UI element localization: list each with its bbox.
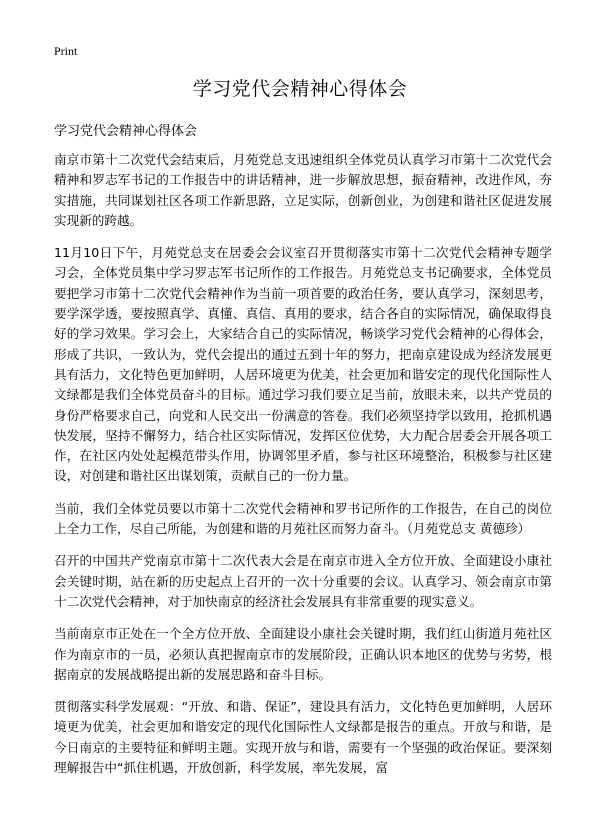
paragraph-2: 11月10日下午，月苑党总支在居委会会议室召开贯彻落实市第十二次党代会精神专题学习会，全体党员集中学习罗志军书记所作的工作报告。月苑党总支书记确要求，全体党员要把学习市第十二次党代会精神作为当前一项首要的政治任务，要认真学习，深刻思考，要学深学透，要按照真学、真懂、真信、真用的要求，结合各自的实际情况，确保取得良好的学习效果。学习会上，大家结合自己的实际情况，畅谈学习党代会精神的心得体会，形成了共识，一致认为，党代会提出的通过五到十年的努力，把南京建设成为经济发展更具有活力，文化特色更加鲜明，人居环境更为优美，社会更加和谐安定的现代化国际性人文绿都是我们全体党员奋斗的目标。通过学习我们要立足当前，放眼未来，以共产党员的身份严格要求自己，向党和人民交出一份满意的答卷。我们必须坚持学以致用，抢抓机遇快发展，坚持不懈努力，结合社区实际情况，发挥区位优势，大力配合居委会开展各项工作，在社区内处处起模范带头作用，协调邻里矛盾，参与社区环境整治，积极参与社区建设，对创建和谐社区出谋划策，贡献自己的一份力量。	[54, 245, 552, 484]
paragraph-5: 当前南京市正处在一个全方位开放、全面建设小康社会关键时期，我们红山街道月苑社区作为南京市的一员，必须认真把握南京市的发展阶段，正确认识本地区的优势与劣势，根据南京的发展战略提出新的发展思路和奋斗目标。	[54, 626, 552, 682]
print-link[interactable]: Print	[54, 44, 78, 58]
page-title: 学习党代会精神心得体会	[192, 78, 408, 100]
article-subtitle: 学习党代会精神心得体会	[54, 124, 198, 139]
paragraph-6: 贯彻落实科学发展观：“开放、和谐、保证”，建设具有活力，文化特色更加鲜明，人居环境更为优美，社会更加和谐安定的现代化国际性人文绿都是报告的重点。开放与和谐，是今日南京的主要特征和鲜明主题。实现开放与和谐，需要有一个坚强的政治保证。要深刻理解报告中“抓住机遇，开放创新，科学发展，率先发展，富	[54, 699, 552, 776]
paragraph-3: 当前，我们全体党员要以市第十二次党代会精神和罗书记所作的工作报告，在自己的岗位上全力工作，尽自己所能，为创建和谐的月苑社区而努力奋斗。（月苑党总支 黄德珍）	[54, 500, 552, 537]
paragraph-1: 南京市第十二次党代会结束后，月苑党总支迅速组织全体党员认真学习市第十二次党代会精神和罗志军书记的工作报告中的讲话精神，进一步解放思想，振奋精神，改进作风，夯实措施，共同谋划社区各项工作新思路，立足实际，创新创业，为创建和谐社区促进发展实现新的跨越。	[54, 152, 552, 228]
paragraph-4: 召开的中国共产党南京市第十二次代表大会是在南京市进入全方位开放、全面建设小康社会关键时期，站在新的历史起点上召开的一次十分重要的会议。认真学习、领会南京市第十二次党代会精神，对于加快南京的经济社会发展具有非常重要的现实意义。	[54, 553, 552, 609]
article-body	[54, 150, 552, 790]
